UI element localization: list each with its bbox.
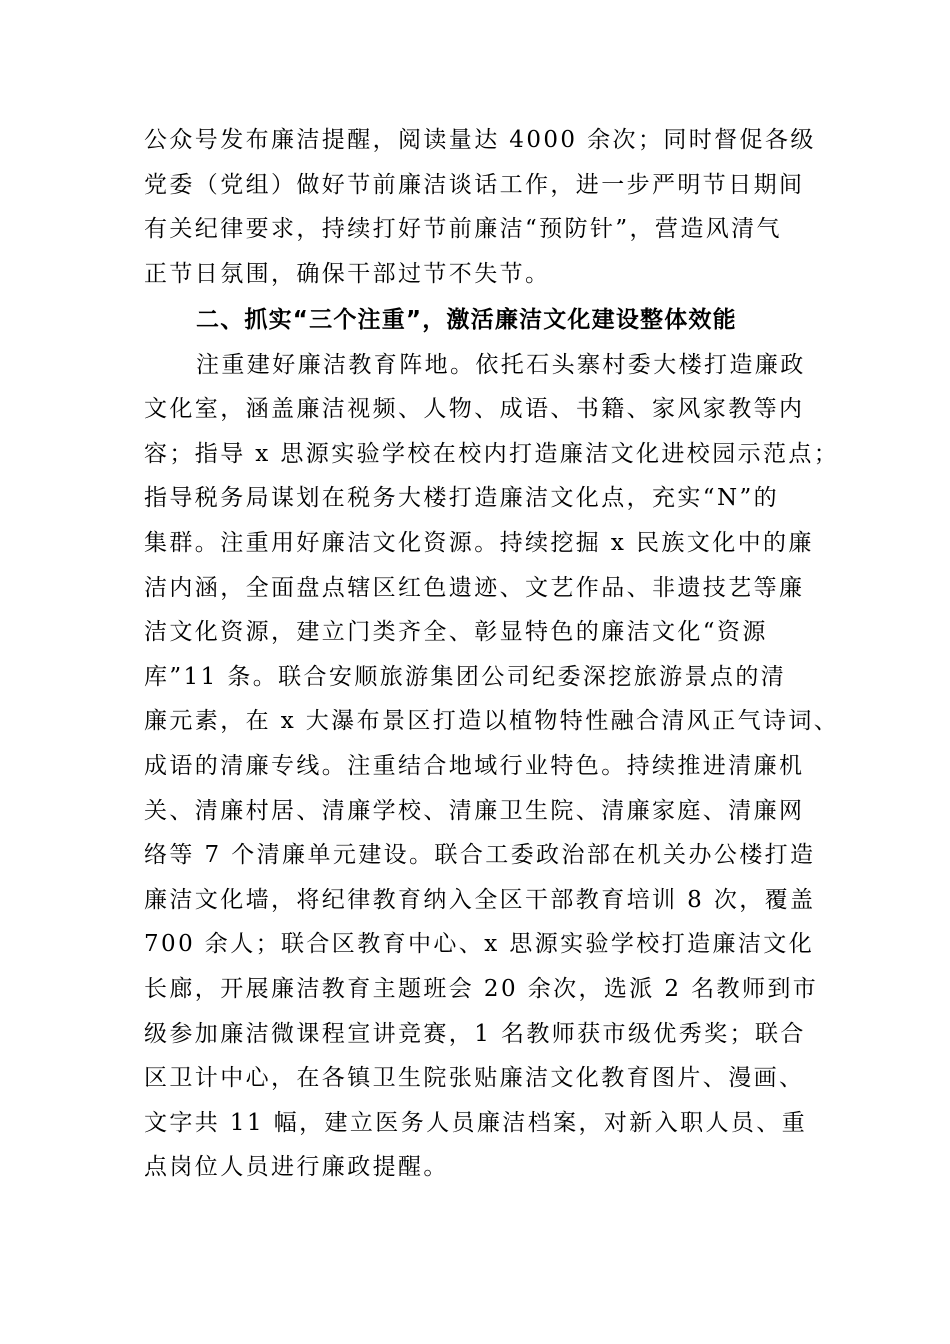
text-line: 成语的清廉专线。注重结合地域行业特色。持续推进清廉机 xyxy=(144,752,805,779)
text-line: 注重建好廉洁教育阵地。依托石头寨村委大楼打造廉政 xyxy=(196,351,806,378)
section-heading: 二、抓实“三个注重”，激活廉洁文化建设整体效能 xyxy=(196,307,737,333)
text-line: 关、清廉村居、清廉学校、清廉卫生院、清廉家庭、清廉网 xyxy=(144,797,805,824)
text-line: 点岗位人员进行廉政提醒。 xyxy=(144,1154,449,1181)
text-line: 区卫计中心，在各镇卫生院张贴廉洁文化教育图片、漫画、 xyxy=(144,1065,805,1092)
text-line: 级参加廉洁微课程宣讲竞赛，1 名教师获市级优秀奖；联合 xyxy=(144,1020,806,1047)
paragraph-1 xyxy=(144,118,816,296)
text-line: 700 余人；联合区教育中心、x 思源实验学校打造廉洁文化 xyxy=(144,931,815,958)
text-line: 文化室，涵盖廉洁视频、人物、成语、书籍、家风家教等内 xyxy=(144,396,805,423)
text-line: 长廊，开展廉洁教育主题班会 20 余次，选派 2 名教师到市 xyxy=(144,975,819,1002)
text-line: 洁文化资源，建立门类齐全、彰显特色的廉洁文化“资源 xyxy=(144,619,768,646)
text-line: 有关纪律要求，持续打好节前廉洁“预防针”，营造风清气 xyxy=(144,216,782,243)
text-line: 廉洁文化墙，将纪律教育纳入全区干部教育培训 8 次，覆盖 xyxy=(144,886,816,913)
text-line: 指导税务局谋划在税务大楼打造廉洁文化点，充实“N”的 xyxy=(144,485,780,512)
text-line: 正节日氛围，确保干部过节不失节。 xyxy=(144,260,551,287)
text-line: 库”11 条。联合安顺旅游集团公司纪委深挖旅游景点的清 xyxy=(144,663,787,690)
text-line: 集群。注重用好廉洁文化资源。持续挖掘 x 民族文化中的廉 xyxy=(144,529,814,556)
text-line: 廉元素，在 x 大瀑布景区打造以植物特性融合清风正气诗词、 xyxy=(144,708,840,735)
text-line: 文字共 11 幅，建立医务人员廉洁档案，对新入职人员、重 xyxy=(144,1109,808,1136)
text-line: 党委（党组）做好节前廉洁谈话工作，进一步严明节日期间 xyxy=(144,171,805,198)
section-2 xyxy=(144,298,840,1190)
text-line: 洁内涵，全面盘点辖区红色遗迹、文艺作品、非遗技艺等廉 xyxy=(144,574,805,601)
text-line: 容；指导 x 思源实验学校在校内打造廉洁文化进校园示范点； xyxy=(144,440,840,467)
text-line: 公众号发布廉洁提醒，阅读量达 4000 余次；同时督促各级 xyxy=(144,127,816,153)
text-line: 络等 7 个清廉单元建设。联合工委政治部在机关办公楼打造 xyxy=(144,842,816,869)
